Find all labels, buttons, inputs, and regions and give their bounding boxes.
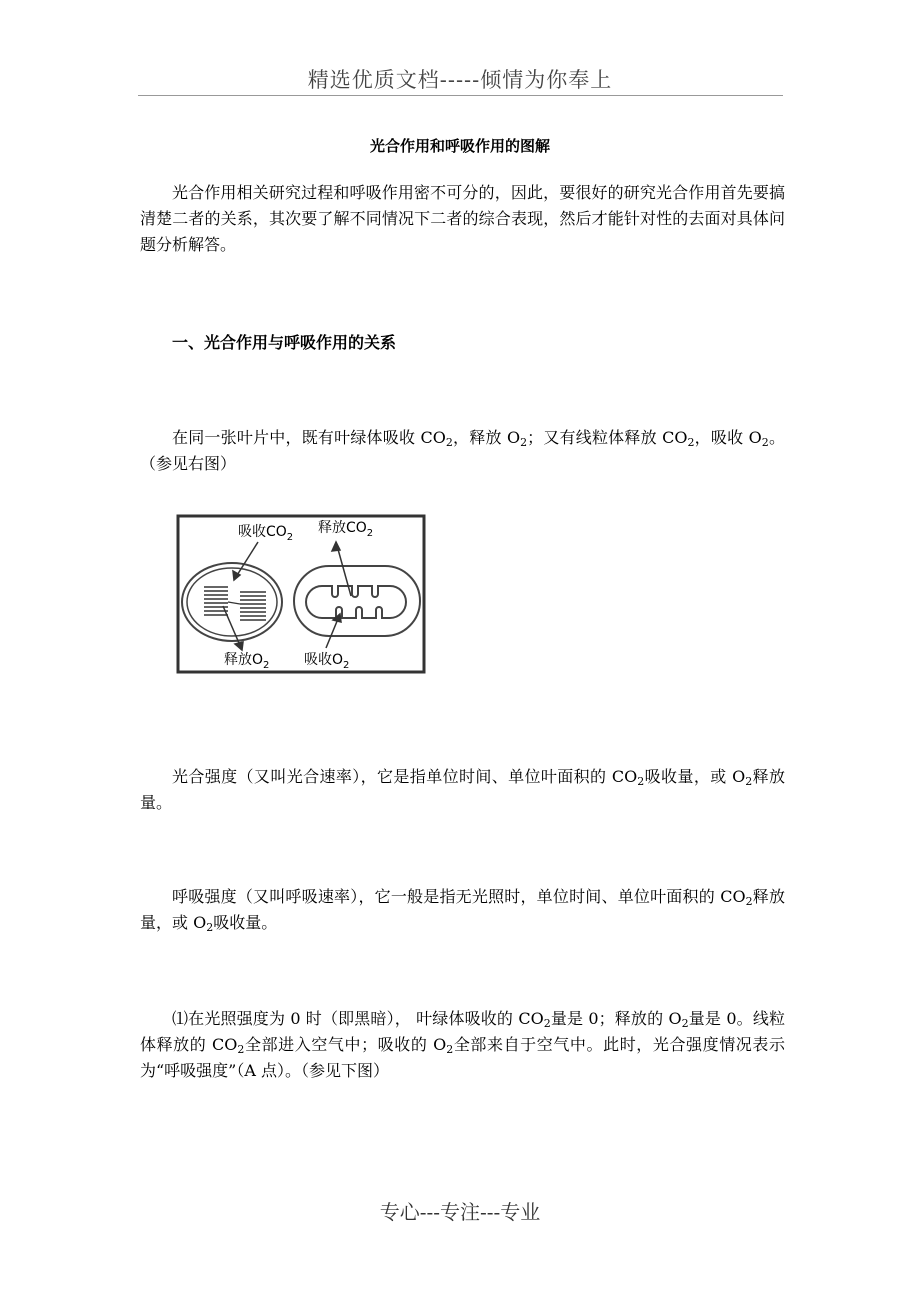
chloroplast-mitochondria-figure (176, 514, 426, 674)
document-title: 光合作用和呼吸作用的图解 (369, 137, 550, 155)
paragraph-respiration-intensity: 呼吸强度（又叫呼吸速率），它一般是指无光照时，单位时间、单位叶面积的 $CO_2$释放量，或 $O_2$吸收量。 (140, 887, 785, 934)
label-absorb-o2: 吸收$O_2$ (304, 652, 350, 671)
intro-paragraph: 光合作用相关研究过程和呼吸作用密不可分的，因此，要很好的研究光合作用首先要搞清楚二者的关系，其次要了解不同情况下二者的综合表现，然后才能针对性的去面对具体问题分析解答。 (140, 183, 785, 254)
label-absorb-co2: 吸收$CO_2$ (238, 524, 294, 543)
header-rule (138, 95, 783, 96)
page-header: 精选优质文档-----倾情为你奉上 (307, 68, 613, 92)
label-release-co2: 释放$CO_2$ (318, 520, 374, 539)
paragraph-organelles: 在同一张叶片中，既有叶绿体吸收 $CO_2$，释放 $O_2$；又有线粒体释放 $CO_2$，吸收 $O_2$。（参见右图） (140, 428, 785, 473)
section-heading: 一、光合作用与呼吸作用的关系 (172, 333, 397, 352)
paragraph-photosynthesis-intensity: 光合强度（又叫光合速率），它是指单位时间、单位叶面积的 $CO_2$吸收量，或 $O_2$释放量。 (140, 767, 785, 812)
paragraph-dark-condition: ⑴在光照强度为 0 时（即黑暗）， 叶绿体吸收的 $CO_2$量是 0；释放的 $O_2$量是 0。线粒体释放的 $CO_2$全部进入空气中；吸收的 $O_2$全部来自于空气中。此时，光合强度情况表示为“呼吸强度”（A 点）。（参见下图） (140, 1009, 785, 1080)
chloroplast-outer (182, 563, 282, 641)
label-release-o2: 释放$O_2$ (224, 652, 270, 671)
page-footer: 专心---专注---专业 (379, 1200, 541, 1224)
